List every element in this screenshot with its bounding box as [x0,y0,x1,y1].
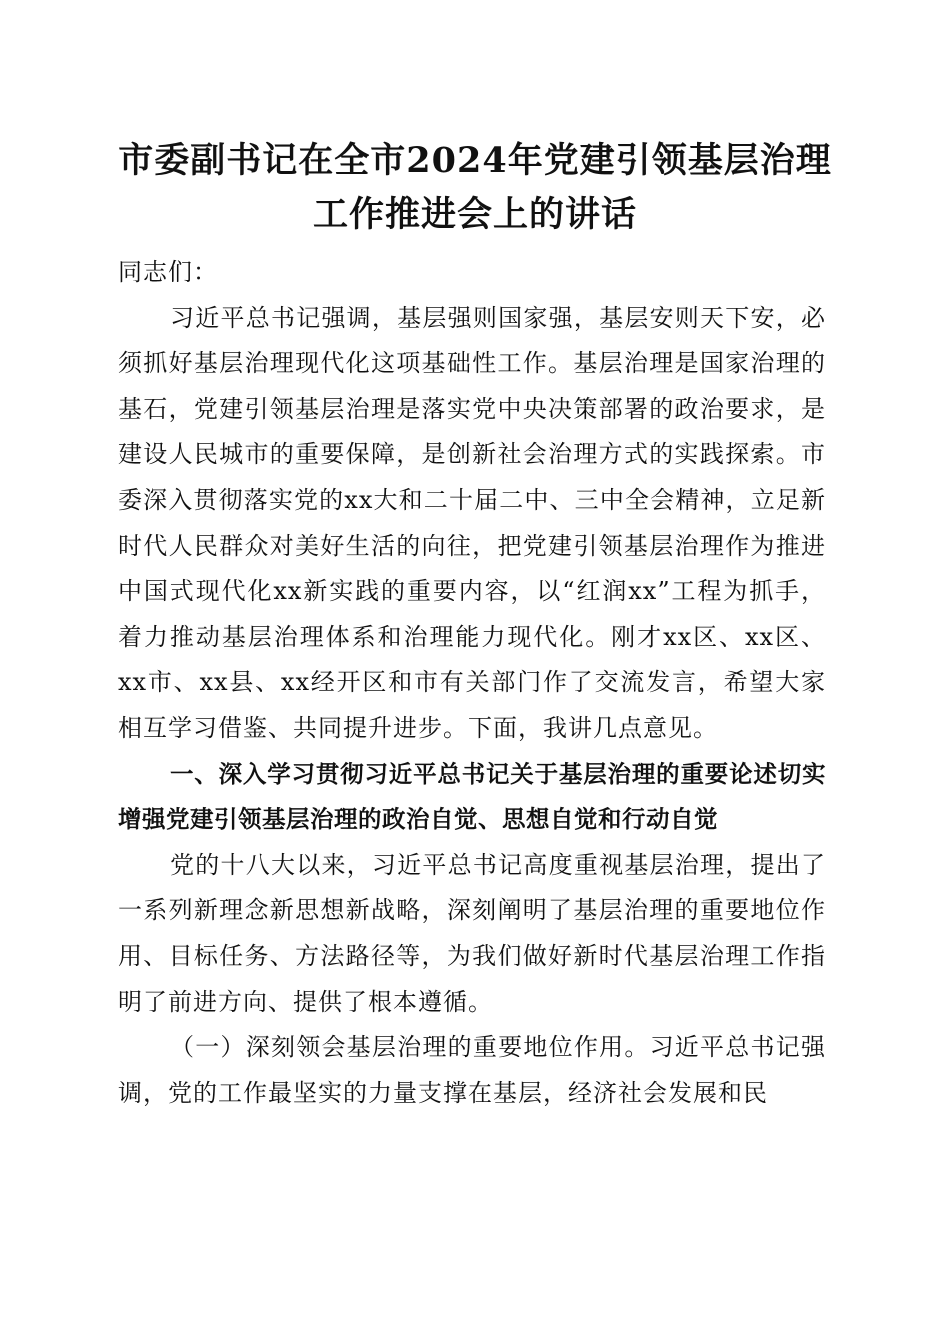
document-body [118,250,826,1116]
document-title [60,134,890,242]
subsection-1 [118,1025,826,1116]
paragraph-section-1: 党的十八大以来，习近平总书记高度重视基层治理，提出了一系列新理念新思想新战略，深刻阐明了基层治理的重要地位作用、目标任务、方法路径等，为我们做好新时代基层治理工作指明了前进方向、提供了根本遵循。 [118,850,826,1016]
paragraph-intro: 习近平总书记强调，基层强则国家强，基层安则天下安，必须抓好基层治理现代化这项基础性工作。基层治理是国家治理的基石，党建引领基层治理是落实党中央决策部署的政治要求，是建设人民城市的重要保障，是创新社会治理方式的实践探索。市委深入贯彻落实党的xx大和二十届二中、三中全会精神，立足新时代人民群众对美好生活的向往，把党建引领基层治理作为推进中国式现代化xx新实践的重要内容，以“红润xx”工程为抓手，着力推动基层治理体系和治理能力现代化。刚才xx区、xx区、xx市、xx县、xx经开区和市有关部门作了交流发言，希望大家相互学习借鉴、共同提升进步。下面，我讲几点意见。 [118,303,826,742]
salutation: 同志们： [118,258,218,286]
title-line-2: 工作推进会上的讲话 [312,194,637,235]
subsection-1-text: 习近平总书记强调，党的工作最坚实的力量支撑在基层，经济社会发展和民 [118,1033,827,1107]
subsection-1-title: （一）深刻领会基层治理的重要地位作用。 [170,1033,650,1062]
section-heading-1: 一、深入学习贯彻习近平总书记关于基层治理的重要论述切实增强党建引领基层治理的政治自觉、思想自觉和行动自觉 [118,759,826,834]
title-line-1: 市委副书记在全市2024年党建引领基层治理 [118,140,832,181]
